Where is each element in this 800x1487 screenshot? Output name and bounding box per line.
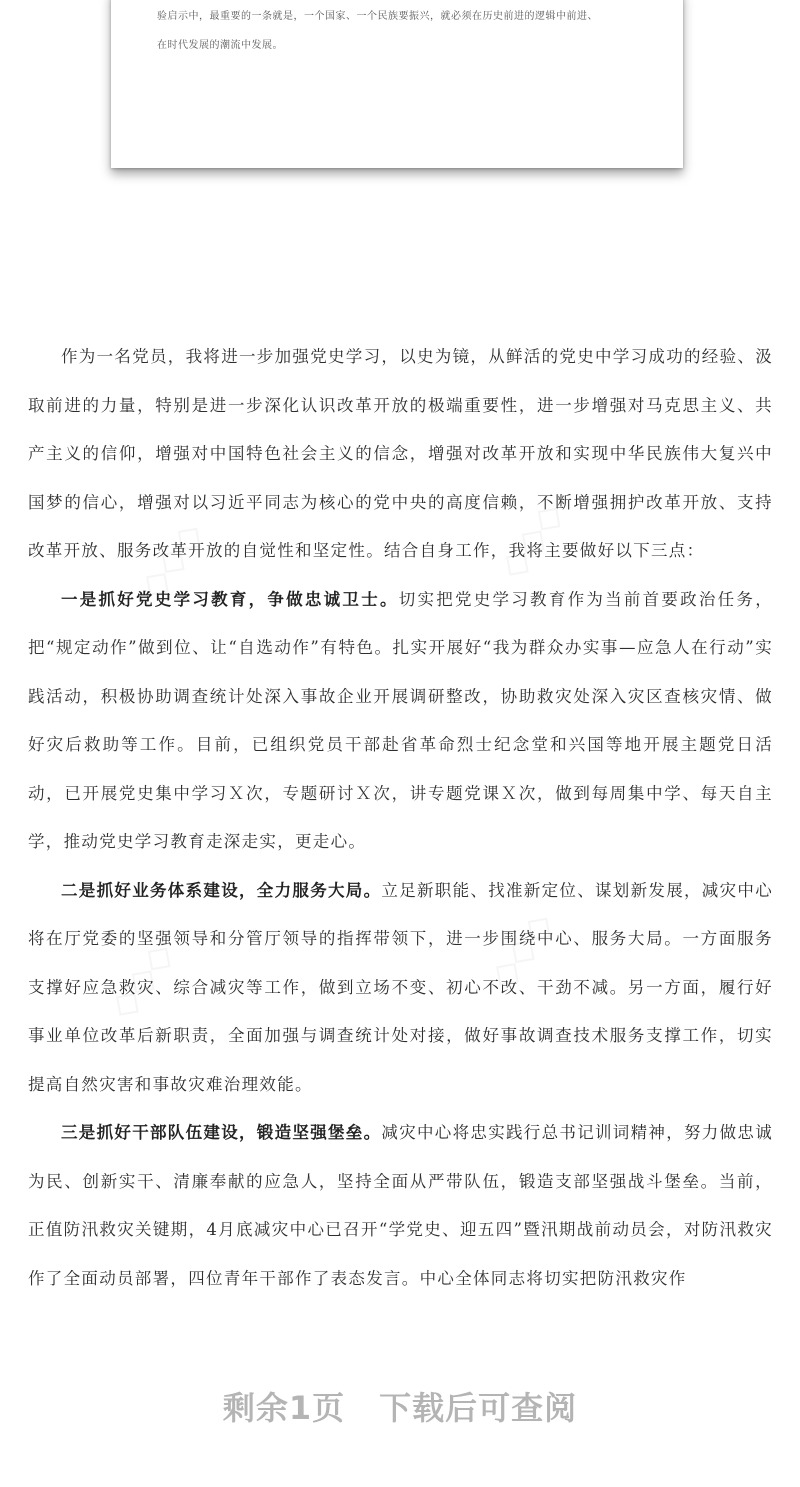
- watermark: ◇◇◇: [100, 934, 183, 1027]
- paragraph-text: 立足新职能、找准新定位、谋划新发展，减灾中心将在厅党委的坚强领导和分管厅领导的指挥带领下，进一步围绕中心、服务大局。一方面服务支撑好应急救灾、综合减灾等工作，做到立场不变、初心不改、干劲不减。另一方面，履行好事业单位改革后新职责，全面加强与调查统计处对接，做好事故调查技术服务支撑工作，切实提高自然灾害和事故灾难治理效能。: [28, 880, 774, 1094]
- download-to-read-notice[interactable]: [0, 1383, 800, 1429]
- document-body: [28, 333, 773, 1303]
- paragraph-lead: 一是抓好党史学习教育，争做忠诚卫士。: [61, 589, 399, 609]
- paragraph-text: 切实把党史学习教育作为当前首要政治任务，把“规定动作”做到位、让“自选动作”有特色。扎实开展好“我为群众办实事—应急人在行动”实践活动，积极协助调查统计处深入事故企业开展调研整改，协助救灾处深入灾区查核灾情、做好灾后救助等工作。目前，已组织党员干部赴省革命烈士纪念堂和兴国等地开展主题党日活动，已开展党史集中学习Ｘ次，专题研讨Ｘ次，讲专题党课Ｘ次，做到每周集中学、每天自主学，推动党史学习教育走深走实，更走心。: [28, 589, 773, 851]
- paragraph-lead: 三是抓好干部队伍建设，锻造坚强堡垒。: [61, 1123, 382, 1142]
- watermark: ◇◇◇: [130, 514, 213, 607]
- download-prompt-label: 下载后可查阅: [379, 1389, 578, 1427]
- preview-text-line: 验启示中，最重要的一条就是，一个国家、一个民族要振兴，就必须在历史前进的逻辑中前进、: [157, 11, 598, 22]
- paragraph-point-1: [28, 576, 773, 867]
- paragraph-point-3: [28, 1109, 773, 1303]
- paragraph-text: 减灾中心将忠实践行总书记训词精神，努力做忠诚为民、创新实干、清廉奉献的应急人，坚持全面从严带队伍，锻造支部坚强战斗堡垒。当前，正值防汛救灾关键期，4月底减灾中心已召开“学党史、迎五四”暨汛期战前动员会，对防汛救灾作了全面动员部署，四位青年干部作了表态发言。中心全体同志将切实把防汛救灾作: [28, 1123, 774, 1288]
- watermark: ◇◇◇: [490, 494, 573, 587]
- paragraph-intro: [28, 333, 773, 576]
- preview-text-line: 在时代发展的潮流中发展。: [157, 40, 283, 51]
- paragraph-point-2: [28, 867, 773, 1110]
- paragraph-lead: 二是抓好业务体系建设，全力服务大局。: [61, 880, 382, 900]
- remaining-pages-label: 剩余1页: [222, 1389, 346, 1427]
- paragraph-text: 作为一名党员，我将进一步加强党史学习，以史为镜，从鲜活的党史中学习成功的经验、汲取前进的力量，特别是进一步深化认识改革开放的极端重要性，进一步增强对马克思主义、共产主义的信仰，增强对中国特色社会主义的信念，增强对改革开放和实现中华民族伟大复兴中国梦的信心，增强对以习近平同志为核心的党中央的高度信赖，不断增强拥护改革开放、支持改革开放、服务改革开放的自觉性和坚定性。结合自身工作，我将主要做好以下三点：: [28, 347, 773, 560]
- previous-page-preview: [111, 0, 683, 168]
- watermark: ◇◇◇: [480, 904, 563, 997]
